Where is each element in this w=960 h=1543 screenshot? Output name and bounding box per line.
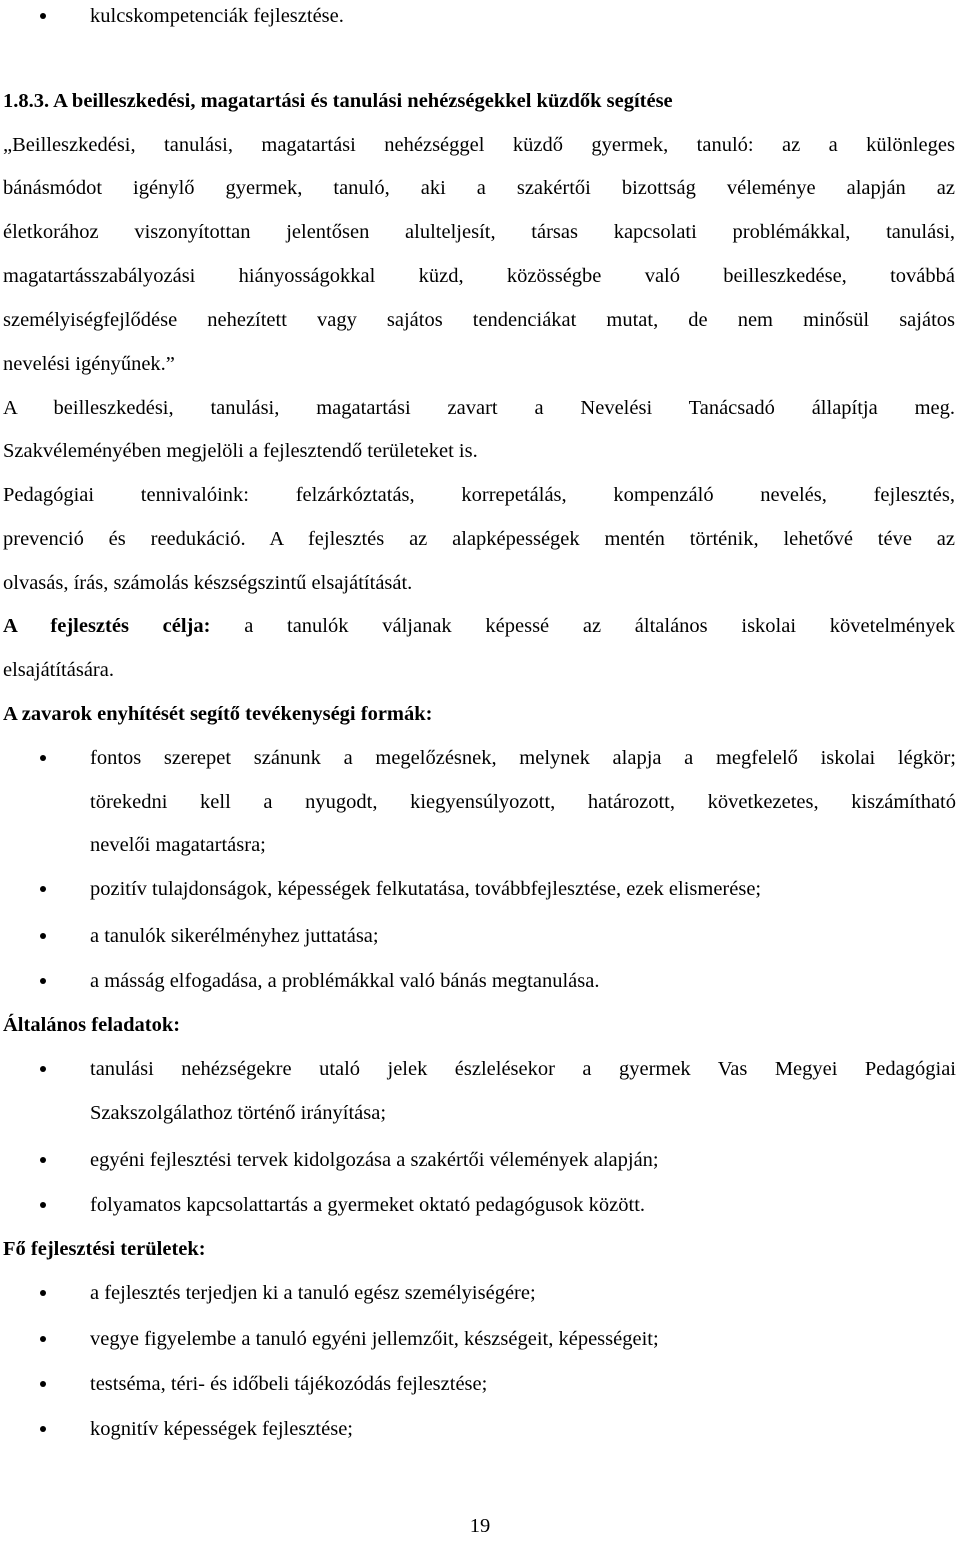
assessment-line: Szakvéleményében megjelöli a fejlesztendő területeket is. xyxy=(3,440,478,462)
tasks-line: olvasás, írás, számolás készségszintű elsajátítását. xyxy=(3,572,413,594)
bullet-icon xyxy=(40,1381,46,1387)
goal-line: elsajátítására. xyxy=(3,659,114,681)
bullet-icon xyxy=(40,1426,46,1432)
bullet-icon xyxy=(40,1157,46,1163)
general-heading: Általános feladatok: xyxy=(3,1014,181,1036)
list-item: kognitív képességek fejlesztése; xyxy=(90,1418,353,1440)
list-item: a tanulók sikerélményhez juttatása; xyxy=(90,925,379,947)
bullet-icon xyxy=(40,1336,46,1342)
list-item-continuation: törekedni kell a nyugodt, kiegyensúlyozott, határozott, következetes, kiszámítható xyxy=(90,791,956,813)
list-item: a fejlesztés terjedjen ki a tanuló egész személyiségére; xyxy=(90,1282,536,1304)
list-item: a másság elfogadása, a problémákkal való bánás megtanulása. xyxy=(90,970,600,992)
bullet-icon xyxy=(40,978,46,984)
tasks-line: Pedagógiai tennivalóink: felzárkóztatás, korrepetálás, kompenzáló nevelés, fejlesztés, xyxy=(3,484,955,506)
list-item: testséma, téri- és időbeli tájékozódás fejlesztése; xyxy=(90,1373,488,1395)
bullet-icon xyxy=(40,755,46,761)
bullet-icon xyxy=(40,1066,46,1072)
list-item: tanulási nehézségekre utaló jelek észlelésekor a gyermek Vas Megyei Pedagógiai xyxy=(90,1058,956,1080)
goal-line: A fejlesztés célja: a tanulók váljanak képessé az általános iskolai követelmények xyxy=(3,615,956,637)
list-item-continuation: nevelői magatartásra; xyxy=(90,834,266,856)
list-item: egyéni fejlesztési tervek kidolgozása a szakértői vélemények alapján; xyxy=(90,1149,659,1171)
tasks-line: prevenció és reedukáció. A fejlesztés az alapképességek mentén történik, lehetővé téve az xyxy=(3,528,955,550)
page-number: 19 xyxy=(469,1515,491,1537)
list-item: fontos szerepet szánunk a megelőzésnek, melynek alapja a megfelelő iskolai légkör; xyxy=(90,747,956,769)
bullet-icon xyxy=(40,933,46,939)
areas-heading: Fő fejlesztési területek: xyxy=(3,1238,206,1260)
assessment-line: A beilleszkedési, tanulási, magatartási zavart a Nevelési Tanácsadó állapítja meg. xyxy=(3,397,955,419)
definition-line: személyiségfejlődése nehezített vagy sajátos tendenciákat mutat, de nem minősül sajátos xyxy=(3,309,955,331)
bullet-icon xyxy=(40,1202,46,1208)
section-heading: 1.8.3. A beilleszkedési, magatartási és tanulási nehézségekkel küzdők segítése xyxy=(3,90,673,112)
definition-line: „Beilleszkedési, tanulási, magatartási nehézséggel küzdő gyermek, tanuló: az a különleges xyxy=(3,134,955,156)
list-item-continuation: Szakszolgálathoz történő irányítása; xyxy=(90,1102,387,1124)
bullet-icon xyxy=(40,886,46,892)
list-item: pozitív tulajdonságok, képességek felkutatása, továbbfejlesztése, ezek elismerése; xyxy=(90,878,762,900)
goal-label: A fejlesztés célja: xyxy=(3,615,211,637)
definition-line: magatartásszabályozási hiányosságokkal küzd, közösségbe való beilleszkedése, továbbá xyxy=(3,265,955,287)
definition-line: nevelési igényűnek.” xyxy=(3,353,175,375)
definition-line: életkorához viszonyítottan jelentősen alulteljesít, társas kapcsolati problémákkal, tanulási, xyxy=(3,221,955,243)
definition-line: bánásmódot igénylő gyermek, tanuló, aki a szakértői bizottság véleménye alapján az xyxy=(3,177,955,199)
forms-heading: A zavarok enyhítését segítő tevékenységi formák: xyxy=(3,703,433,725)
list-item: kulcskompetenciák fejlesztése. xyxy=(90,5,344,27)
bullet-icon xyxy=(40,1290,46,1296)
list-item: folyamatos kapcsolattartás a gyermeket oktató pedagógusok között. xyxy=(90,1194,646,1216)
bullet-icon xyxy=(40,13,46,19)
list-item: vegye figyelembe a tanuló egyéni jellemzőit, készségeit, képességeit; xyxy=(90,1328,659,1350)
